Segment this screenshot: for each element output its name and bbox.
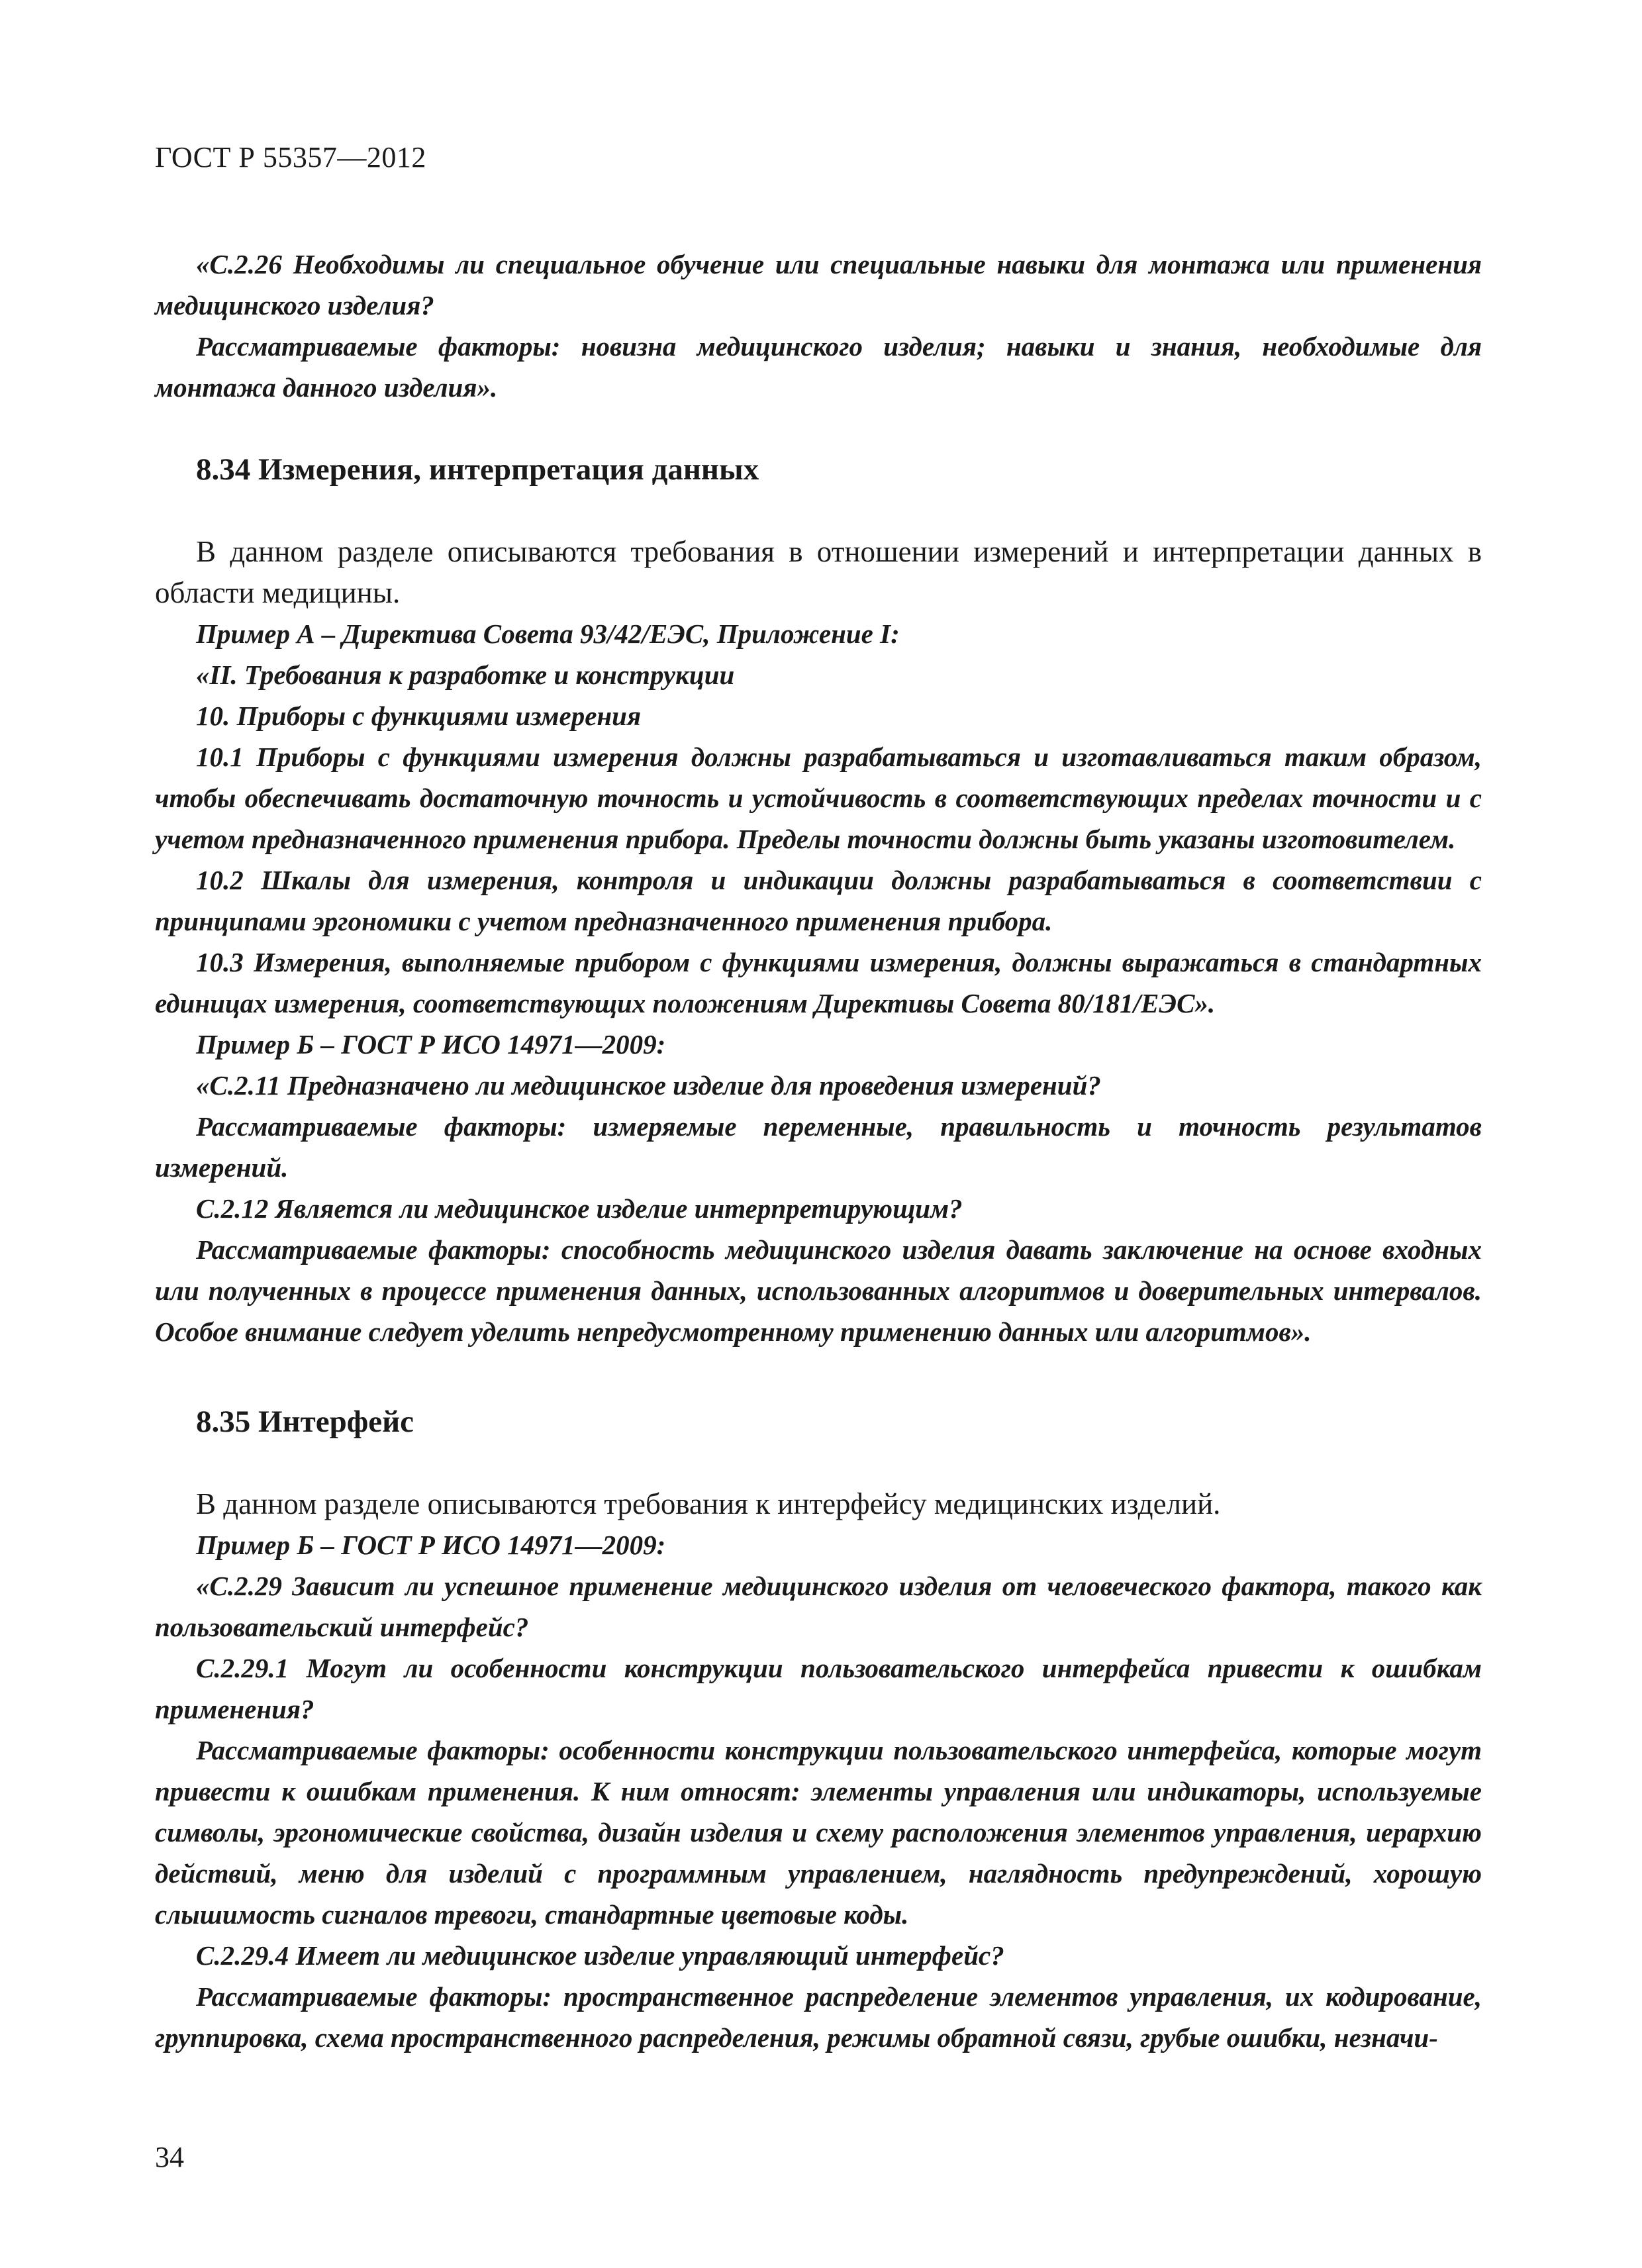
factors-c-2-29-1: Рассматриваемые факторы: особенности конструкции пользовательского интерфейса, которые могут привести к ошибкам применения. К ним относят: элементы управления или индикаторы, используемые символы, эргономические свойства, дизайн изделия и схему расположения элементов управления, иерархию действий, меню для изделий с программным управлением, наглядность предупреждений, хорошую слышимость сигналов тревоги, стандартные цветовые коды. <box>155 1735 1482 1930</box>
intro-block <box>155 244 1482 408</box>
example-b-label-2: Пример Б – ГОСТ Р ИСО 14971—2009: <box>196 1530 666 1560</box>
factors-c-2-12: Рассматриваемые факторы: способность медицинского изделия давать заключение на основе входных или полученных в процессе применения данных, использованных алгоритмов и доверительных интервалов. Особое внимание следует уделить непредусмотренному применению данных или алгоритмов». <box>155 1234 1482 1347</box>
requirement-ii: «II. Требования к разработке и конструкции <box>196 660 735 690</box>
section-8-34-heading: 8.34 Измерения, интерпретация данных <box>196 452 759 487</box>
section-8-34-body <box>155 531 1482 1352</box>
section-8-35-heading-wrap <box>155 1404 1482 1440</box>
requirement-10-3: 10.3 Измерения, выполняемые прибором с функциями измерения, должны выражаться в стандартных единицах измерения, соответствующих положениям Директивы Совета 80/181/ЕЭС». <box>155 947 1482 1018</box>
question-c-2-12: С.2.12 Является ли медицинское изделие интерпретирующим? <box>196 1193 963 1224</box>
example-a-label: Пример А – Директива Совета 93/42/ЕЭС, Приложение I: <box>196 618 900 649</box>
section-8-35-body <box>155 1483 1482 2058</box>
section-8-34-description: В данном разделе описываются требования в отношении измерений и интерпретации данных в области медицины. <box>155 535 1482 609</box>
section-8-34-heading-wrap <box>155 452 1482 487</box>
section-8-35-heading: 8.35 Интерфейс <box>196 1405 414 1439</box>
page-number: 34 <box>155 2141 184 2173</box>
question-c-2-26: «С.2.26 Необходимы ли специальное обучение или специальные навыки для монтажа или применения медицинского изделия? <box>155 249 1482 320</box>
factors-c-2-11: Рассматриваемые факторы: измеряемые переменные, правильность и точность результатов измерений. <box>155 1111 1482 1183</box>
example-b-label: Пример Б – ГОСТ Р ИСО 14971—2009: <box>196 1029 666 1060</box>
question-c-2-29-1: С.2.29.1 Могут ли особенности конструкции пользовательского интерфейса привести к ошибкам применения? <box>155 1653 1482 1724</box>
requirement-10-2: 10.2 Шкалы для измерения, контроля и индикации должны разрабатываться в соответствии с принципами эргономики с учетом предназначенного применения прибора. <box>155 865 1482 936</box>
requirement-10-1: 10.1 Приборы с функциями измерения должны разрабатываться и изготавливаться таким образом, чтобы обеспечивать достаточную точность и устойчивость в соответствующих пределах точности и с учетом предназначенного применения прибора. Пределы точности должны быть указаны изготовителем. <box>155 742 1482 854</box>
factors-c-2-26: Рассматриваемые факторы: новизна медицинского изделия; навыки и знания, необходимые для монтажа данного изделия». <box>155 331 1482 403</box>
question-c-2-29: «С.2.29 Зависит ли успешное применение медицинского изделия от человеческого фактора, такого как пользовательский интерфейс? <box>155 1571 1482 1642</box>
section-8-35-description: В данном разделе описываются требования к интерфейсу медицинских изделий. <box>196 1487 1221 1520</box>
factors-c-2-29-4: Рассматриваемые факторы: пространственное распределение элементов управления, их кодирование, группировка, схема пространственного распределения, режимы обратной связи, грубые ошибки, незначи- <box>155 1981 1482 2053</box>
requirement-10: 10. Приборы с функциями измерения <box>196 701 642 731</box>
document-header: ГОСТ Р 55357—2012 <box>155 141 426 173</box>
question-c-2-29-4: С.2.29.4 Имеет ли медицинское изделие управляющий интерфейс? <box>196 1940 1004 1971</box>
question-c-2-11: «С.2.11 Предназначено ли медицинское изделие для проведения измерений? <box>196 1070 1101 1101</box>
